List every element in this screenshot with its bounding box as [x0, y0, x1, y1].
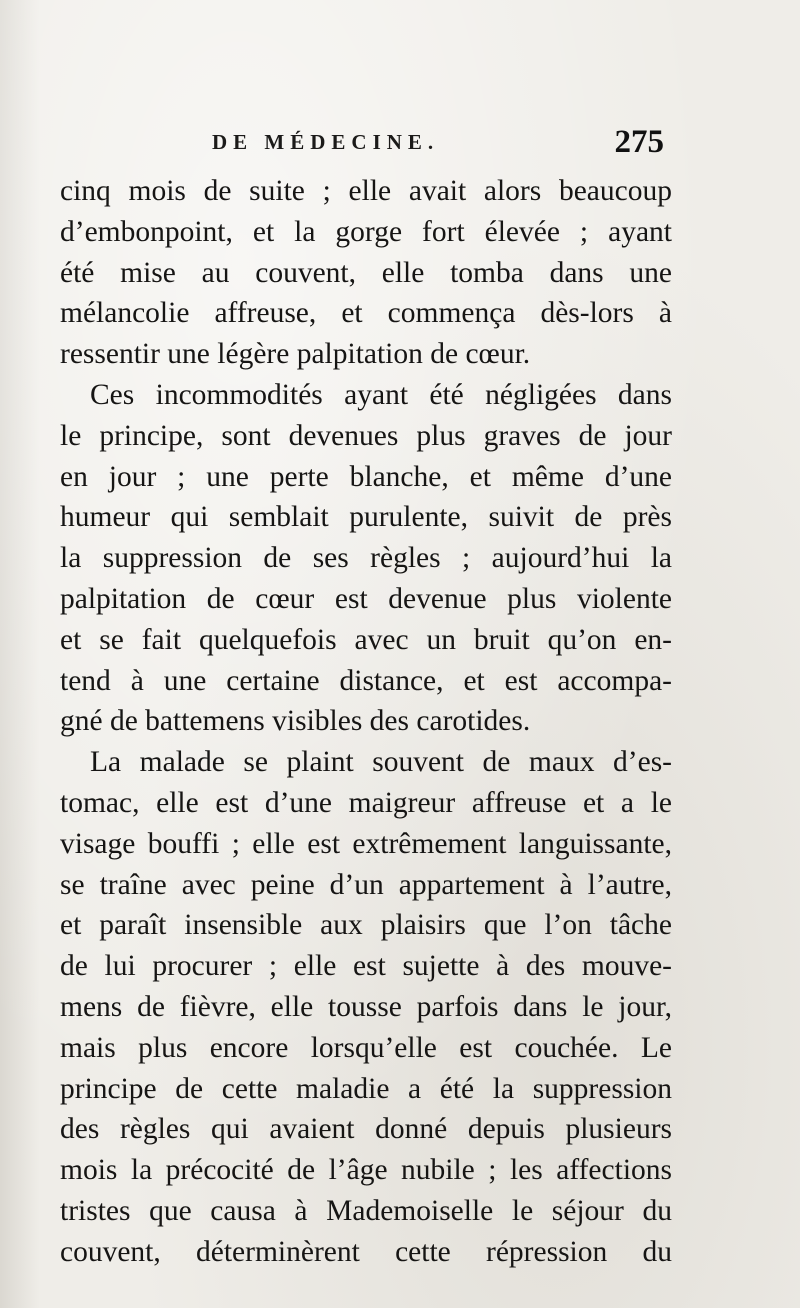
paragraph-start-line: Ces incommodités ayant été négligées dans — [90, 378, 672, 411]
text-line: en jour ; une perte blanche, et même d’une — [60, 460, 672, 493]
text-line: mois la précocité de l’âge nubile ; les affections — [60, 1154, 672, 1187]
paragraph-start-line: La malade se plaint souvent de maux d’es- — [90, 746, 672, 779]
running-title: DE MÉDECINE. — [212, 130, 440, 154]
text-line: palpitation de cœur est devenue plus violente — [60, 582, 672, 615]
text-line: cinq mois de suite ; elle avait alors beaucoup — [60, 175, 672, 207]
text-line: mélancolie affreuse, et commença dès-lors à — [60, 297, 672, 330]
text-line: humeur qui semblait purulente, suivit de près — [60, 501, 672, 534]
text-line: tend à une certaine distance, et est accompa- — [60, 664, 672, 697]
text-line: été mise au couvent, elle tomba dans une — [60, 256, 672, 289]
text-line: principe de cette maladie a été la suppression — [60, 1072, 672, 1105]
body-text — [60, 171, 672, 1273]
text-line: le principe, sont devenues plus graves de jour — [60, 419, 672, 452]
page-number: 275 — [614, 124, 664, 160]
text-line: tomac, elle est d’une maigreur affreuse et a le — [60, 786, 672, 819]
text-line: couvent, déterminèrent cette répression du — [60, 1235, 672, 1268]
text-line: tristes que causa à Mademoiselle le séjour du — [60, 1194, 672, 1227]
text-line: des règles qui avaient donné depuis plusieurs — [60, 1113, 672, 1146]
page-header — [60, 124, 664, 170]
text-line: mens de fièvre, elle tousse parfois dans le jour, — [60, 990, 672, 1023]
text-line: se traîne avec peine d’un appartement à l’autre, — [60, 868, 672, 901]
text-line: mais plus encore lorsqu’elle est couchée. Le — [60, 1031, 672, 1064]
text-line: d’embonpoint, et la gorge fort élevée ; ayant — [60, 215, 672, 248]
text-line: et se fait quelquefois avec un bruit qu’on en- — [60, 623, 672, 656]
text-line: et paraît insensible aux plaisirs que l’on tâche — [60, 909, 672, 942]
text-line: ressentir une légère palpitation de cœur. — [60, 338, 531, 371]
text-line: gné de battemens visibles des carotides. — [60, 705, 531, 738]
text-line: de lui procurer ; elle est sujette à des mouve- — [60, 950, 672, 983]
text-line: la suppression de ses règles ; aujourd’hui la — [60, 542, 672, 575]
text-line: visage bouffi ; elle est extrêmement languissante, — [60, 827, 672, 860]
